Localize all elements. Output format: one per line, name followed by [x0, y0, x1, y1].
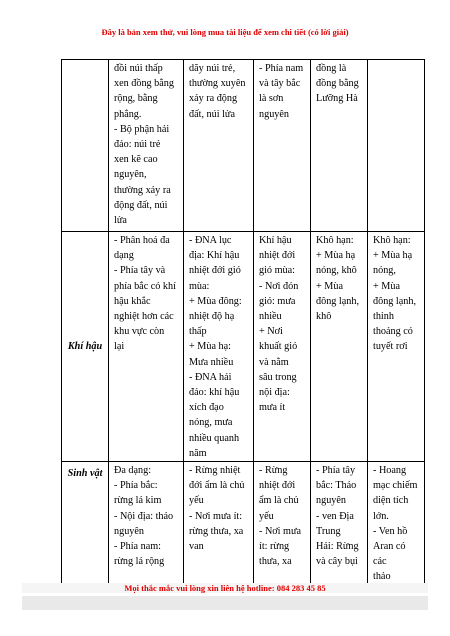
cell-text-line: lại: [114, 341, 125, 353]
cell-text-line: nguyên: [316, 495, 346, 507]
cell-text-line: nhiều quanh: [189, 432, 240, 444]
cell-text-line: Khí hậu: [259, 235, 292, 246]
cell-text-line: đông lạnh,: [373, 295, 417, 307]
cell-text-line: ít: rừng: [259, 541, 290, 553]
table-cell: [311, 232, 368, 462]
cell-text-line: lửa: [114, 215, 127, 227]
cell-text-line: - Phía nam: [259, 63, 304, 74]
cell-text-line: đồi núi thấp: [114, 63, 163, 74]
cell-text-line: - Phía tây: [316, 465, 356, 477]
cell-text-line: diện tích: [373, 495, 409, 507]
cell-text-line: - ĐNA hải: [189, 371, 232, 383]
cell-text-line: đông lạnh,: [316, 295, 360, 307]
cell-text-line: gió: mưa: [259, 295, 296, 307]
cell-text-line: đồng bằng: [316, 78, 359, 90]
cell-text-line: sâu trong: [259, 371, 297, 383]
comparison-table: [61, 59, 425, 586]
cell-text-line: Trung: [316, 525, 341, 537]
cell-text-line: + Mùa: [316, 280, 343, 292]
table-cell: [254, 462, 311, 586]
cell-text-line: nhiệt đới: [259, 250, 296, 262]
cell-text-line: khô: [316, 311, 332, 323]
cell-text-line: + Mùa đông:: [189, 295, 242, 307]
table-cell: [184, 232, 254, 462]
cell-text-line: đất, núi lửa: [189, 108, 235, 120]
cell-text-line: rừng lá rộng: [114, 556, 165, 568]
cell-text-line: xen đồng bằng: [114, 78, 174, 90]
cell-text-line: bắc: Thảo: [316, 480, 357, 492]
cell-text-line: và cây bụi: [316, 556, 358, 568]
cell-text-line: - Hoang: [373, 465, 407, 477]
cell-text-line: van: [189, 541, 204, 553]
cell-text-line: phía bắc có khí: [114, 280, 176, 292]
table-cell: [368, 60, 425, 232]
cell-text-line: khuất gió: [259, 341, 298, 353]
cell-text-line: địa: Khí hậu: [189, 250, 240, 262]
cell-text-line: - Phía nam:: [114, 541, 161, 553]
cell-text-line: - Rừng: [259, 465, 288, 477]
table-cell: [368, 232, 425, 462]
cell-text-line: Đa dạng:: [114, 465, 152, 477]
cell-text-line: nội địa:: [259, 387, 290, 399]
cell-text-line: + Nơi: [259, 326, 283, 338]
cell-text-line: gió mùa:: [259, 265, 295, 277]
cell-text-line: phẳng.: [114, 108, 142, 120]
cell-text-line: Mưa nhiều: [189, 356, 234, 368]
cell-text-line: Khô hạn:: [373, 235, 411, 246]
cell-text-line: Aran có các: [373, 541, 406, 568]
cell-text-line: xen kẽ cao: [114, 154, 158, 166]
cell-text-line: đảo: núi trẻ: [114, 139, 161, 151]
cell-text-line: động đất, núi: [114, 199, 168, 211]
cell-text-line: nghiệt hơn các: [114, 311, 174, 323]
cell-text-line: thảo: [373, 571, 391, 583]
cell-text-line: ẩm là chủ: [259, 495, 299, 507]
cell-text-line: năm: [189, 447, 207, 459]
cell-text-line: mùa:: [189, 280, 210, 292]
cell-text-line: - Nơi mưa ít:: [189, 510, 243, 522]
cell-text-line: - ven Địa: [316, 510, 354, 522]
row-label: Khí hậu: [62, 232, 109, 462]
cell-text-line: dạng: [114, 250, 134, 262]
cell-text-line: thoảng có: [373, 326, 413, 338]
cell-text-line: nóng,: [373, 265, 396, 277]
cell-text-line: + Mùa hạ: [316, 250, 356, 262]
table-row: [62, 60, 425, 232]
cell-text-line: - ĐNA lục: [189, 235, 232, 246]
row-label: Sinh vật: [62, 462, 109, 586]
cell-text-line: yếu: [259, 510, 274, 522]
table-row: [62, 462, 425, 586]
cell-text-line: đảo: khí hậu: [189, 387, 240, 399]
cell-text-line: thỉnh: [373, 311, 394, 323]
cell-text-line: xích đạo: [189, 402, 224, 414]
footer-strip: [22, 596, 428, 610]
cell-text-line: nguyên: [259, 108, 289, 120]
cell-text-line: Lưỡng Hà: [316, 93, 358, 105]
cell-text-line: tuyết rơi: [373, 341, 408, 353]
cell-text-line: - Nơi đón: [259, 280, 299, 292]
cell-text-line: - Nơi mưa: [259, 525, 302, 537]
cell-text-line: rừng lá kim: [114, 495, 162, 507]
cell-text-line: thưa, xa: [259, 556, 292, 568]
cell-text-line: - Bộ phận hải: [114, 123, 170, 135]
cell-text-line: mưa ít: [259, 402, 286, 414]
preview-notice: Đây là bản xem thử, vui lòng mua tài liệu để xem chi tiết (có lời giải): [101, 27, 349, 37]
cell-text-line: nguyên,: [114, 169, 147, 181]
table-cell: [109, 462, 184, 586]
cell-text-line: xảy ra động: [189, 93, 238, 105]
table-cell: [311, 60, 368, 232]
table-cell: [109, 60, 184, 232]
cell-text-line: nhiệt độ hạ: [189, 311, 235, 323]
cell-text-line: và tây bắc: [259, 78, 301, 90]
cell-text-line: và nằm: [259, 356, 289, 368]
cell-text-line: - Rừng nhiệt: [189, 465, 241, 477]
cell-text-line: hậu khắc: [114, 295, 151, 307]
cell-text-line: Hải: Rừng: [316, 541, 359, 553]
cell-text-line: khu vực còn: [114, 326, 165, 338]
cell-text-line: nóng, khô: [316, 265, 357, 277]
table-cell: [368, 462, 425, 586]
hotline-bar: [22, 583, 428, 593]
cell-text-line: - Phía bắc:: [114, 480, 158, 492]
cell-text-line: nhiệt đới gió: [189, 265, 241, 277]
cell-text-line: thường xảy ra: [114, 184, 171, 196]
cell-text-line: nhiệt đới: [259, 480, 296, 492]
cell-text-line: thường xuyên: [189, 78, 246, 90]
table-cell: [254, 232, 311, 462]
row-label: [62, 60, 109, 232]
cell-text-line: + Mùa hạ: [373, 250, 413, 262]
cell-text-line: đồng là: [316, 63, 347, 74]
cell-text-line: là sơn: [259, 93, 284, 105]
hotline-notice: Mọi thắc mắc vui lòng xin liên hệ hotline: 084 283 45 85: [124, 583, 326, 593]
table-cell: [184, 462, 254, 586]
cell-text-line: đới ẩm là chủ: [189, 480, 245, 492]
cell-text-line: Khô hạn:: [316, 235, 354, 246]
cell-text-line: thấp: [189, 326, 207, 338]
cell-text-line: yếu: [189, 495, 204, 507]
cell-text-line: dãy núi trẻ,: [189, 63, 236, 74]
table-cell: [311, 462, 368, 586]
cell-text-line: lớn.: [373, 510, 389, 522]
cell-text-line: + Mùa: [373, 280, 400, 292]
cell-text-line: nhiều: [259, 311, 282, 323]
cell-text-line: - Nội địa: thảo: [114, 510, 174, 522]
cell-text-line: mạc chiếm: [373, 480, 418, 492]
cell-text-line: - Ven hồ: [373, 525, 408, 537]
cell-text-line: rộng, bằng: [114, 93, 158, 105]
cell-text-line: nóng, mưa: [189, 417, 233, 429]
cell-text-line: rừng thưa, xa: [189, 525, 244, 537]
cell-text-line: + Mùa hạ:: [189, 341, 231, 353]
table-row: [62, 232, 425, 462]
cell-text-line: nguyên: [114, 525, 144, 537]
table-cell: [184, 60, 254, 232]
table-cell: [254, 60, 311, 232]
cell-text-line: - Phân hoá đa: [114, 235, 170, 246]
table-cell: [109, 232, 184, 462]
cell-text-line: - Phía tây và: [114, 265, 166, 277]
